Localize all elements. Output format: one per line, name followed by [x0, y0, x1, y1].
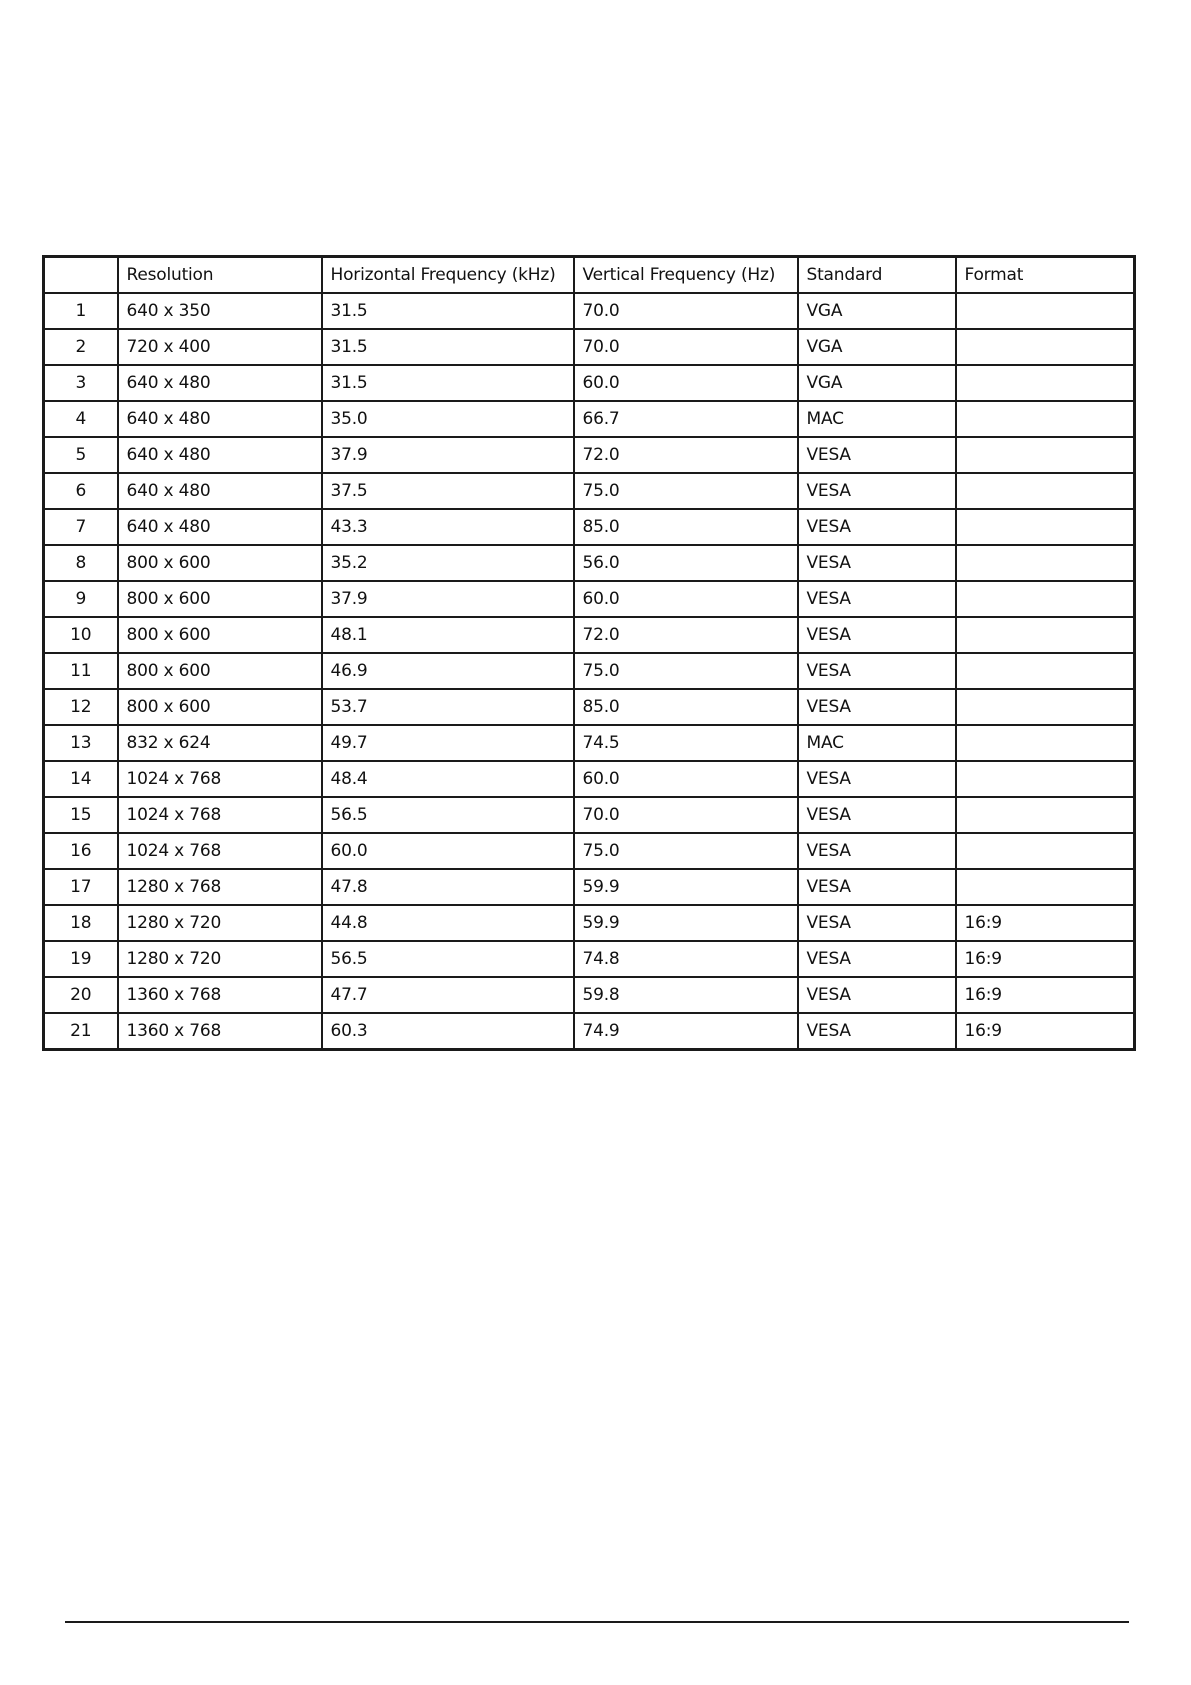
cell-resolution: 800 x 600	[118, 581, 322, 617]
cell-horizontal-frequency: 47.8	[322, 869, 574, 905]
cell-number: 18	[44, 905, 118, 941]
cell-format: 16:9	[956, 977, 1135, 1013]
cell-standard: VGA	[798, 293, 956, 329]
cell-format	[956, 833, 1135, 869]
cell-resolution: 800 x 600	[118, 653, 322, 689]
cell-vertical-frequency: 74.9	[574, 1013, 798, 1050]
cell-number: 19	[44, 941, 118, 977]
cell-standard: VESA	[798, 1013, 956, 1050]
cell-format: 16:9	[956, 905, 1135, 941]
table-row	[44, 329, 1135, 365]
cell-format	[956, 869, 1135, 905]
cell-number: 8	[44, 545, 118, 581]
cell-number: 15	[44, 797, 118, 833]
cell-number: 4	[44, 401, 118, 437]
cell-vertical-frequency: 70.0	[574, 329, 798, 365]
cell-resolution: 640 x 480	[118, 401, 322, 437]
table-row	[44, 941, 1135, 977]
cell-horizontal-frequency: 46.9	[322, 653, 574, 689]
cell-vertical-frequency: 59.8	[574, 977, 798, 1013]
cell-resolution: 640 x 350	[118, 293, 322, 329]
cell-resolution: 640 x 480	[118, 365, 322, 401]
table-row	[44, 581, 1135, 617]
cell-resolution: 1024 x 768	[118, 833, 322, 869]
table-row	[44, 725, 1135, 761]
cell-vertical-frequency: 75.0	[574, 473, 798, 509]
cell-standard: VESA	[798, 905, 956, 941]
table-row	[44, 545, 1135, 581]
cell-format	[956, 293, 1135, 329]
cell-standard: VGA	[798, 365, 956, 401]
cell-horizontal-frequency: 37.9	[322, 581, 574, 617]
cell-format	[956, 617, 1135, 653]
cell-format	[956, 365, 1135, 401]
table-row	[44, 473, 1135, 509]
table-row	[44, 401, 1135, 437]
cell-number: 16	[44, 833, 118, 869]
cell-horizontal-frequency: 44.8	[322, 905, 574, 941]
cell-number: 17	[44, 869, 118, 905]
table-row	[44, 365, 1135, 401]
cell-vertical-frequency: 75.0	[574, 653, 798, 689]
cell-vertical-frequency: 75.0	[574, 833, 798, 869]
cell-standard: VESA	[798, 833, 956, 869]
header-vertical-frequency: Vertical Frequency (Hz)	[574, 257, 798, 294]
table-row	[44, 797, 1135, 833]
cell-standard: VESA	[798, 869, 956, 905]
cell-vertical-frequency: 60.0	[574, 761, 798, 797]
cell-format	[956, 725, 1135, 761]
header-format: Format	[956, 257, 1135, 294]
cell-number: 11	[44, 653, 118, 689]
cell-vertical-frequency: 56.0	[574, 545, 798, 581]
cell-resolution: 1280 x 720	[118, 941, 322, 977]
cell-resolution: 1280 x 720	[118, 905, 322, 941]
cell-standard: VESA	[798, 797, 956, 833]
cell-number: 12	[44, 689, 118, 725]
cell-resolution: 1024 x 768	[118, 761, 322, 797]
table-row	[44, 437, 1135, 473]
cell-vertical-frequency: 59.9	[574, 869, 798, 905]
cell-standard: VESA	[798, 509, 956, 545]
cell-vertical-frequency: 85.0	[574, 689, 798, 725]
table-row	[44, 617, 1135, 653]
cell-resolution: 640 x 480	[118, 437, 322, 473]
cell-horizontal-frequency: 56.5	[322, 941, 574, 977]
cell-standard: VESA	[798, 617, 956, 653]
cell-horizontal-frequency: 49.7	[322, 725, 574, 761]
cell-format: 16:9	[956, 1013, 1135, 1050]
cell-number: 10	[44, 617, 118, 653]
cell-vertical-frequency: 59.9	[574, 905, 798, 941]
cell-horizontal-frequency: 35.0	[322, 401, 574, 437]
footer-rule	[65, 1621, 1129, 1623]
display-timing-table	[42, 255, 1136, 1051]
cell-number: 7	[44, 509, 118, 545]
cell-standard: VESA	[798, 761, 956, 797]
cell-format	[956, 509, 1135, 545]
cell-resolution: 1360 x 768	[118, 1013, 322, 1050]
cell-horizontal-frequency: 48.1	[322, 617, 574, 653]
cell-format	[956, 401, 1135, 437]
table-header-row	[44, 257, 1135, 294]
cell-number: 20	[44, 977, 118, 1013]
cell-number: 13	[44, 725, 118, 761]
cell-vertical-frequency: 70.0	[574, 293, 798, 329]
cell-number: 9	[44, 581, 118, 617]
cell-resolution: 1024 x 768	[118, 797, 322, 833]
cell-vertical-frequency: 70.0	[574, 797, 798, 833]
cell-standard: VESA	[798, 941, 956, 977]
cell-horizontal-frequency: 35.2	[322, 545, 574, 581]
cell-format	[956, 653, 1135, 689]
header-resolution: Resolution	[118, 257, 322, 294]
cell-horizontal-frequency: 60.0	[322, 833, 574, 869]
cell-resolution: 720 x 400	[118, 329, 322, 365]
cell-vertical-frequency: 66.7	[574, 401, 798, 437]
cell-vertical-frequency: 74.8	[574, 941, 798, 977]
cell-number: 21	[44, 1013, 118, 1050]
table-row	[44, 509, 1135, 545]
cell-number: 6	[44, 473, 118, 509]
cell-resolution: 832 x 624	[118, 725, 322, 761]
cell-standard: VESA	[798, 473, 956, 509]
cell-resolution: 1360 x 768	[118, 977, 322, 1013]
cell-standard: VESA	[798, 689, 956, 725]
cell-resolution: 640 x 480	[118, 473, 322, 509]
cell-horizontal-frequency: 37.5	[322, 473, 574, 509]
cell-format	[956, 761, 1135, 797]
cell-standard: VESA	[798, 653, 956, 689]
cell-format	[956, 689, 1135, 725]
cell-format	[956, 581, 1135, 617]
table-row	[44, 761, 1135, 797]
cell-format	[956, 545, 1135, 581]
table-row	[44, 293, 1135, 329]
cell-standard: VESA	[798, 545, 956, 581]
cell-vertical-frequency: 72.0	[574, 617, 798, 653]
cell-number: 1	[44, 293, 118, 329]
cell-resolution: 800 x 600	[118, 617, 322, 653]
cell-number: 3	[44, 365, 118, 401]
cell-standard: VESA	[798, 977, 956, 1013]
header-horizontal-frequency: Horizontal Frequency (kHz)	[322, 257, 574, 294]
cell-horizontal-frequency: 56.5	[322, 797, 574, 833]
cell-standard: MAC	[798, 725, 956, 761]
cell-vertical-frequency: 60.0	[574, 365, 798, 401]
cell-standard: VGA	[798, 329, 956, 365]
cell-vertical-frequency: 85.0	[574, 509, 798, 545]
cell-horizontal-frequency: 48.4	[322, 761, 574, 797]
header-standard: Standard	[798, 257, 956, 294]
timing-table-container	[42, 255, 1133, 1051]
cell-format: 16:9	[956, 941, 1135, 977]
table-row	[44, 689, 1135, 725]
cell-vertical-frequency: 60.0	[574, 581, 798, 617]
cell-vertical-frequency: 72.0	[574, 437, 798, 473]
cell-horizontal-frequency: 37.9	[322, 437, 574, 473]
cell-horizontal-frequency: 60.3	[322, 1013, 574, 1050]
table-row	[44, 869, 1135, 905]
table-row	[44, 653, 1135, 689]
cell-standard: VESA	[798, 437, 956, 473]
cell-horizontal-frequency: 53.7	[322, 689, 574, 725]
cell-standard: MAC	[798, 401, 956, 437]
cell-horizontal-frequency: 43.3	[322, 509, 574, 545]
header-number	[44, 257, 118, 294]
table-row	[44, 977, 1135, 1013]
cell-resolution: 640 x 480	[118, 509, 322, 545]
table-row	[44, 1013, 1135, 1050]
table-row	[44, 905, 1135, 941]
cell-resolution: 1280 x 768	[118, 869, 322, 905]
cell-number: 5	[44, 437, 118, 473]
cell-standard: VESA	[798, 581, 956, 617]
cell-horizontal-frequency: 31.5	[322, 365, 574, 401]
cell-horizontal-frequency: 31.5	[322, 329, 574, 365]
cell-format	[956, 473, 1135, 509]
table-row	[44, 833, 1135, 869]
cell-number: 14	[44, 761, 118, 797]
cell-resolution: 800 x 600	[118, 545, 322, 581]
cell-vertical-frequency: 74.5	[574, 725, 798, 761]
cell-format	[956, 437, 1135, 473]
cell-format	[956, 329, 1135, 365]
cell-number: 2	[44, 329, 118, 365]
cell-horizontal-frequency: 31.5	[322, 293, 574, 329]
cell-resolution: 800 x 600	[118, 689, 322, 725]
cell-horizontal-frequency: 47.7	[322, 977, 574, 1013]
cell-format	[956, 797, 1135, 833]
table-body	[44, 293, 1135, 1050]
